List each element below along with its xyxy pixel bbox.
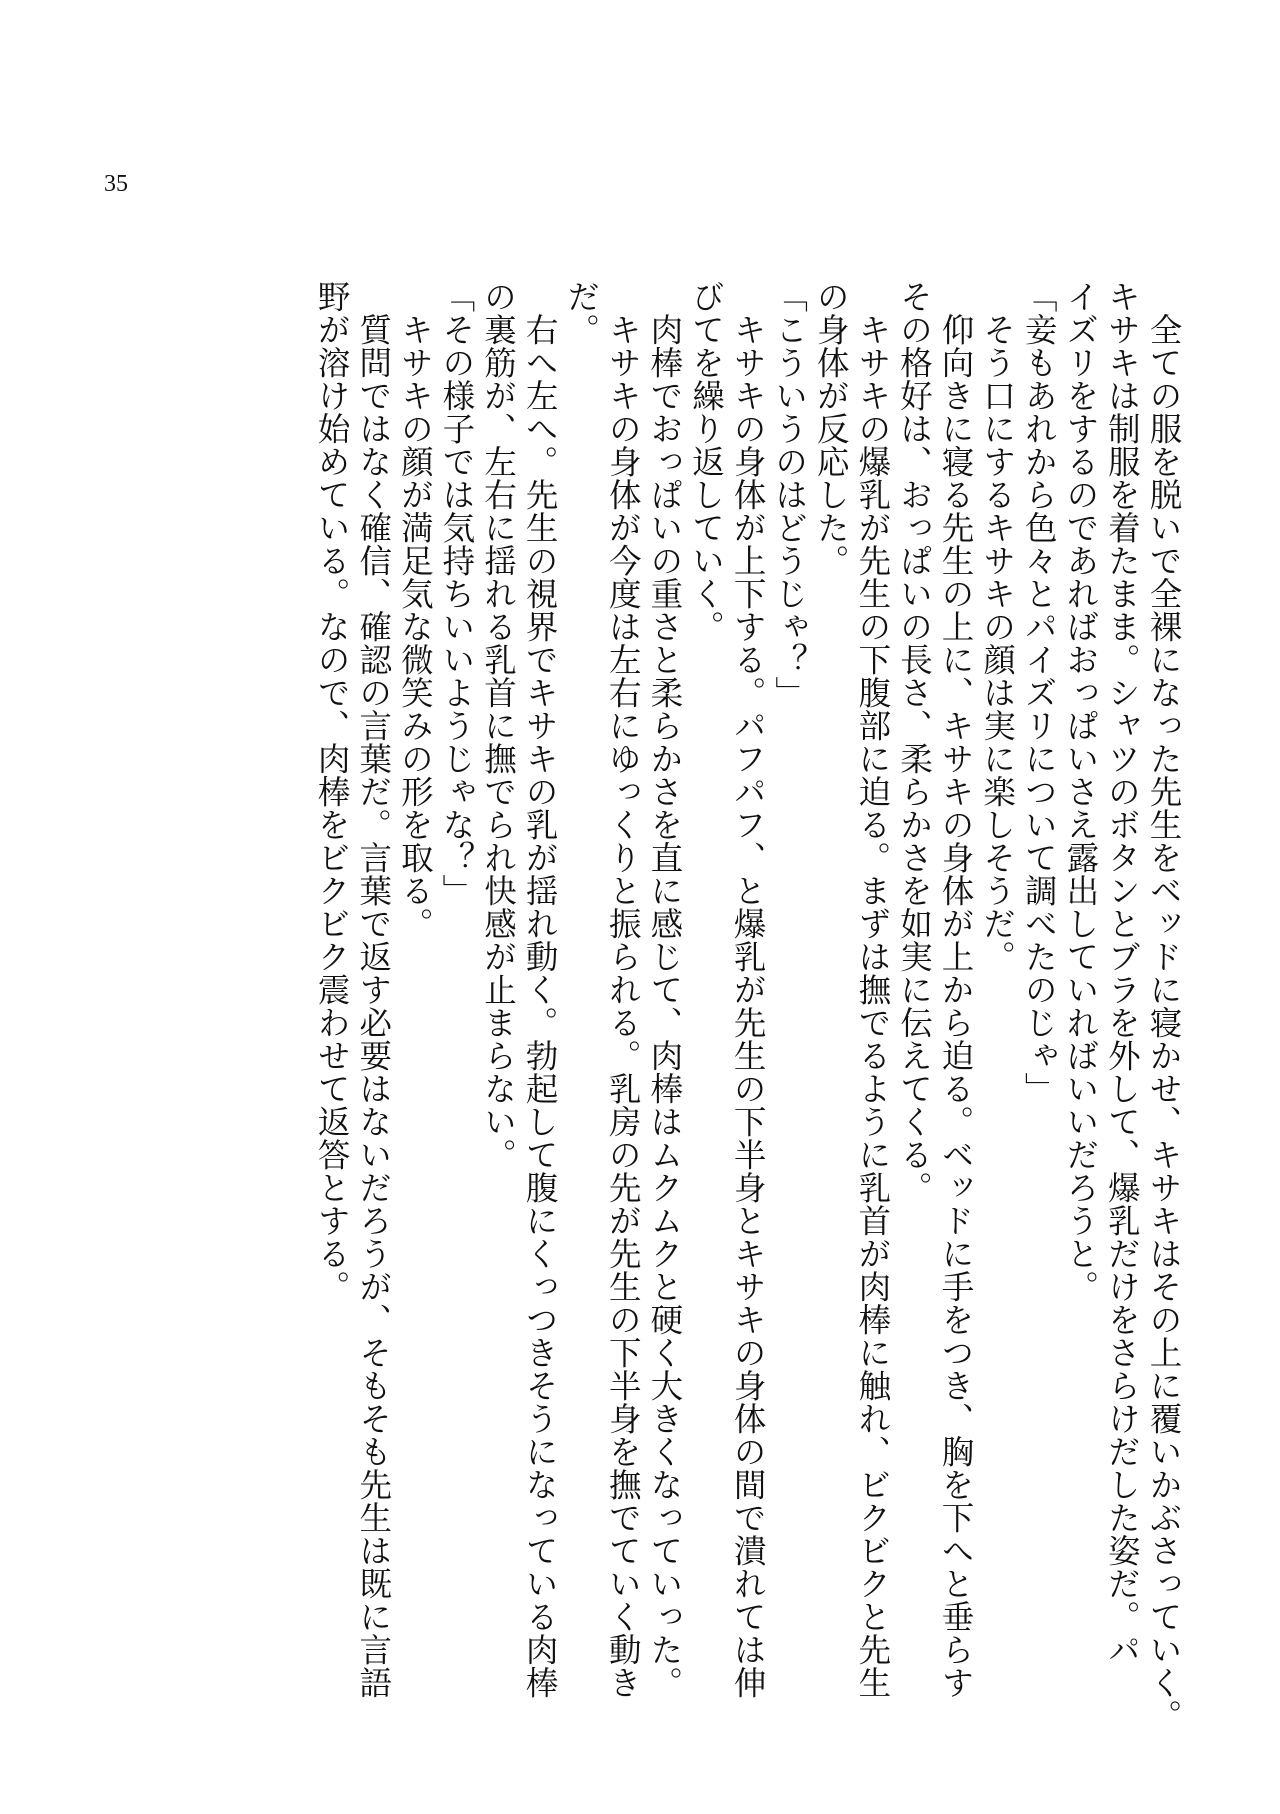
text-line: キサキの顔が満足気な微笑みの形を取る。 (396, 280, 435, 940)
page-number: 35 (104, 171, 128, 197)
text-line: 質問ではなく確信、確認の言葉だ。言葉で返す必要はないだろうが、そもそも先生は既に言語 (354, 280, 393, 1699)
text-line: 「その様子では気持ちいいようじゃな？」 (437, 280, 476, 907)
text-line: の身体が反応した。 (812, 280, 851, 577)
text-line: 肉棒でおっぱいの重さと柔らかさを直に感じて、肉棒はムクムクと硬く大きくなっていった。 (645, 280, 684, 1699)
text-line: そう口にするキサキの顔は実に楽しそうだ。 (978, 280, 1017, 973)
text-line: キサキの身体が今度は左右にゆっくりと振られる。乳房の先が先生の下半身を撫でていく動き (604, 280, 643, 1699)
text-line: 仰向きに寝る先生の上に、キサキの身体が上から迫る。ベッドに手をつき、胸を下へと垂らす (937, 280, 976, 1699)
text-line: びてを繰り返していく。 (687, 280, 726, 643)
text-line: 右へ左へ。先生の視界でキサキの乳が揺れ動く。勃起して腹にくっつきそうになっている肉棒 (521, 280, 560, 1699)
text-line: 全ての服を脱いで全裸になった先生をベッドに寝かせ、キサキはその上に覆いかぶさっていく。 (1145, 280, 1183, 1732)
text-line: キサキの爆乳が先生の下腹部に迫る。まずは撫でるように乳首が肉棒に触れ、ビクビクと先生 (853, 280, 892, 1699)
vertical-body-text (104, 280, 1184, 1732)
text-line: 野が溶け始めている。なので、肉棒をビクビク震わせて返答とする。 (313, 280, 352, 1303)
text-line: だ。 (562, 280, 601, 346)
text-line: その格好は、おっぱいの長さ、柔らかさを如実に伝えてくる。 (895, 280, 934, 1204)
text-line: 「妾もあれから色々とパイズリについて調べたのじゃ」 (1020, 280, 1059, 1105)
text-line: 「こういうのはどうじゃ？」 (770, 280, 809, 709)
text-line: の裏筋が、左右に揺れる乳首に撫でられ快感が止まらない。 (479, 280, 518, 1171)
text-line: キサキは制服を着たまま。シャツのボタンとブラを外して、爆乳だけをさらけだした姿だ。パ (1103, 280, 1142, 1666)
text-line: イズリをするのであればおっぱいさえ露出していればいいだろうと。 (1061, 280, 1100, 1303)
text-line: キサキの身体が上下する。パフパフ、と爆乳が先生の下半身とキサキの身体の間で潰れては伸 (729, 280, 768, 1699)
